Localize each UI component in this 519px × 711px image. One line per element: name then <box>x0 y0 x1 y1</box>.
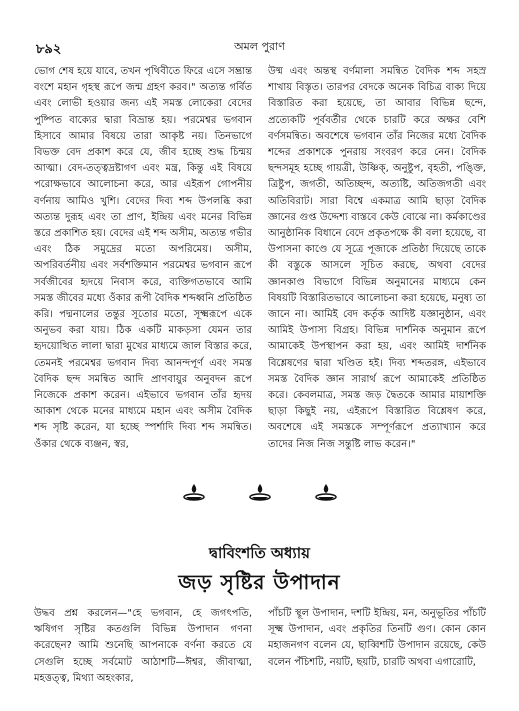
chapter-body-columns <box>34 606 486 706</box>
right-column <box>268 64 486 464</box>
left-column-text: ভোগ শেষ হয়ে যাবে, তখন পৃথিবীতে ফিরে এসে সম্ভ্রান্ত বংশে মহান গৃহস্থ রূপে জন্ম গ্রহণ করব।" অত্যন্ত গর্বিত এবং লোভী হওয়ার জন্য এই সমস্ত লোকেরা বেদের পুষ্পিত বাক্যের দ্বারা বিভ্রান্ত হয়। পরমেশ্বর ভগবান হিসাবে আমার বিষয়ে তারা আকৃষ্ট নয়। তিনভাগে বিভক্ত বেদ প্রকাশ করে যে, জীব হচ্ছে শুদ্ধ চিন্ময় আত্মা। বেদ-তত্ত্বদ্রষ্টাগণ এবং মন্ত্র, কিন্তু এই বিষয়ে পরোক্ষভাবে আলোচনা করে, আর এইরূপ গোপনীয় বর্ণনায় আমিও খুশি। বেদের দিব্য শব্দ উপলব্ধি করা অত্যন্ত দুরূহ এবং তা প্রাণ, ইন্দ্রিয় এবং মনের বিভিন্ন স্তরে প্রকাশিত হয়। বেদের এই শব্দ অসীম, অত্যন্ত গভীর এবং ঠিক সমুদ্রের মতো অপরিমেয়। অসীম, অপরিবর্তনীয় এবং সর্বশক্তিমান পরমেশ্বর ভগবান রূপে সর্বজীবের হৃদয়ে নিবাস করে, ব্যক্তিগতভাবে আমি সমস্ত জীবের মধ্যে ওঁকার রূপী বৈদিক শব্দধ্বনি প্রতিষ্ঠিত করি। পদ্মনালের তন্তুর সূতোর মতো, সূক্ষ্মরূপে একে অনুভব করা যায়। ঠিক একটি মাকড়সা যেমন তার হৃদয়োত্থিত লালা দ্বারা মুখের মাধ্যমে জাল বিস্তার করে, তেমনই পরমেশ্বর ভগবান দিব্য আনন্দপূর্ণ এবং সমস্ত বৈদিক ছন্দ সমন্বিত আদি প্রাণবায়ুর অনুবদন রূপে নিজেকে প্রকাশ করেন। এইভাবে ভগবান তাঁর হৃদয় আকাশ থেকে মনের মাধ্যমে মহান এবং অসীম বৈদিক শব্দ সৃষ্টি করেন, যা হচ্ছে স্পর্শাদি দিব্য শব্দ সমন্বিত। ওঁকার থেকে ব্যঞ্জন, স্বর, <box>34 66 252 450</box>
page-number: ৮৯২ <box>36 42 62 57</box>
bottom-left-text: উদ্ধব প্রশ্ন করলেন—"হে ভগবান, হে জগৎপতি, ঋষিগণ সৃষ্টির কতগুলি বিভিন্ন উপাদান গণনা করেছেন? আমি শুনেছি আপনাকে বর্ণনা করতে যে সেগুলি হচ্ছে সর্বমোট আঠাশটি—ঈশ্বর, জীবাত্মা, মহত্তত্ত্ব, মিথ্যা অহংকার, <box>34 608 252 684</box>
left-column <box>34 64 252 464</box>
body-columns <box>34 64 486 464</box>
bottom-right-column <box>268 606 486 706</box>
bottom-left-column <box>34 606 252 706</box>
bottom-right-text: পাঁচটি স্থূল উপাদান, দশটি ইন্দ্রিয়, মন, অনুভূতির পাঁচটি সূক্ষ্ম উপাদান, এবং প্রকৃতির তিনটি গুণ। কোন কোন মহাজনগণ বলেন যে, ছাব্বিশটি উপাদান রয়েছে, কেউ বলেন পঁচিশটি, নয়টি, ছয়টি, চারটি অথবা এগারোটি, <box>268 608 486 668</box>
lamp-ornament-icon <box>313 482 339 504</box>
lamp-ornament-icon <box>247 482 273 504</box>
chapter-title: জড় সৃষ্টির উপাদান <box>178 570 341 594</box>
lamp-ornament-icon <box>181 482 207 504</box>
right-column-text: উষ্ম এবং অন্তস্থ বর্ণমালা সমন্বিত বৈদিক শব্দ সহস্র শাখায় বিস্তৃত। তারপর বেদকে অনেক বিচিত্র বাক্য দিয়ে বিস্তারিত করা হয়েছে, তা আবার বিভিন্ন ছন্দে, প্রত্যেকটি পূর্ববর্তীর থেকে চারটি করে অক্ষর বেশি বর্ণসমন্বিত। অবশেষে ভগবান তাঁর নিজের মধ্যে বৈদিক শব্দের প্রকাশকে পুনরায় সংবরণ করে নেন। বৈদিক ছন্দসমূহ হচ্ছে গায়ত্রী, উষ্ণিক্, অনুষ্টুপ, বৃহতী, পঙ্ক্তি, ত্রিষ্টুপ, জগতী, অতিচ্ছন্দ, অত্যষ্টি, অতিজগতী এবং অতিবিরাট। সারা বিশ্বে একমাত্র আমি ছাড়া বৈদিক জ্ঞানের গুপ্ত উদ্দেশ্য বাস্তবে কেউ বোঝে না। কর্মকাণ্ডের আনুষ্ঠানিক বিধানে বেদে প্রকৃতপক্ষে কী বলা হয়েছে, বা উপাসনা কাণ্ডে যে সূত্রে পূজাকে প্রতিষ্ঠা দিয়েছে তাকে কী বস্তুকে আসলে সূচিত করছে, অথবা বেদের জ্ঞানকাণ্ড বিভাগে বিভিন্ন অনুমানের মাধ্যমে কেন বিষয়টি বিস্তারিতভাবে আলোচনা করা হয়েছে, মনুষ্য তা জানে না। আমিই বেদ কর্তৃক আদিষ্ট যজ্ঞানুষ্ঠান, এবং আমিই উপাস্য বিগ্রহ। বিভিন্ন দার্শনিক অনুমান রূপে আমাকেই উপস্থাপন করা হয়, এবং আমিই দার্শনিক বিশ্লেষণের দ্বারা খণ্ডিত হই। দিব্য শব্দতরঙ্গ, এইভাবে সমস্ত বৈদিক জ্ঞান সারার্থ রূপে আমাকেই প্রতিষ্ঠিত করে। কেবলমাত্র, সমস্ত জড় দ্বৈতকে আমার মায়াশক্তি ছাড়া কিছুই নয়, এইরূপে বিস্তারিত বিশ্লেষণ করে, অবশেষে এই সমস্তকে সম্পূর্ণরূপে প্রত্যাখ্যান করে তাদের নিজ নিজ সন্তুষ্টি লাভ করেন।" <box>268 66 486 450</box>
chapter-number: দ্বাবিংশতি অধ্যায় <box>209 544 310 562</box>
running-title: অমল পুরাণ <box>234 40 285 53</box>
ornament-row <box>0 482 519 504</box>
